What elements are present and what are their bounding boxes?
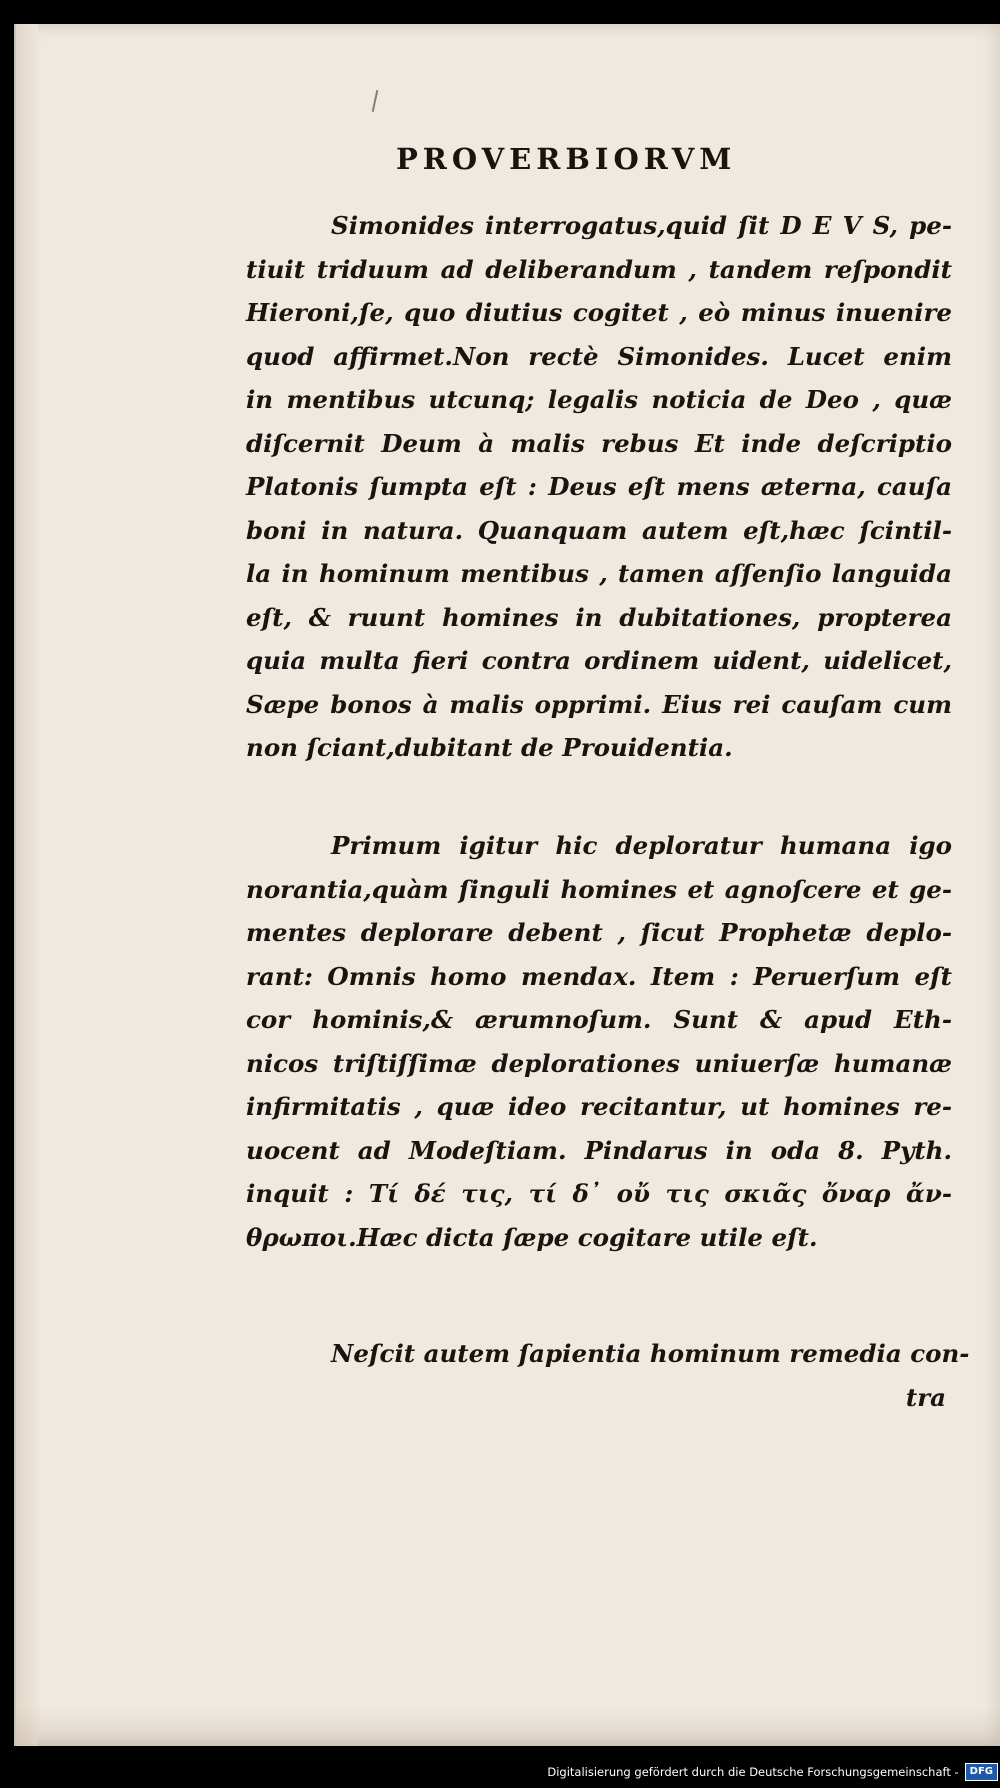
book-page	[14, 24, 1000, 1746]
text-line: θρωποι.Hæc dicta ſæpe cogitare utile eſt.	[246, 1222, 818, 1252]
text-line: Simonides interrogatus,quid ſit D E V S, pe-	[331, 211, 952, 240]
text-line: norantia,quàm ſinguli homines et agnoſcere et ge-	[246, 874, 952, 904]
running-head: PROVERBIORVM	[396, 142, 737, 176]
text-line: Sæpe bonos à malis opprimi. Eius rei cauſam cum	[246, 689, 952, 719]
text-line: quia multa fieri contra ordinem uident, uidelicet,	[246, 646, 952, 675]
catchword: tra	[905, 1382, 946, 1412]
dfg-logo: DFG	[965, 1763, 998, 1781]
text-line: la in hominum mentibus , tamen aſſenſio languida	[246, 559, 952, 588]
page-gutter-edge	[16, 24, 38, 1746]
text-line: diſcernit Deum à malis rebus Et inde deſcriptio	[246, 428, 952, 458]
text-line: in mentibus utcunq; legalis noticia de Deo , quæ	[246, 385, 952, 414]
paragraph-nescit	[246, 1332, 970, 1419]
greek-quotation-line: inquit : Τί δέ τις, τί δ᾽ οὔ τις σκιᾶς ὄναρ ἄν-	[246, 1179, 952, 1208]
text-line: mentes deplorare debent , ſicut Prophetæ deplo-	[246, 918, 952, 947]
text-line: boni in natura. Quanquam autem eſt,hæc ſcintil-	[246, 515, 952, 545]
digitization-credit	[547, 1760, 998, 1784]
text-line: quod affirmet.Non rectè Simonides. Lucet enim	[246, 341, 952, 371]
text-line: cor hominis,& ærumnoſum. Sunt & apud Eth-	[246, 1005, 952, 1034]
ink-mark	[372, 90, 379, 112]
paragraph-primum	[246, 824, 952, 1259]
text-line: tiuit triduum ad deliberandum , tandem reſpondit	[246, 254, 952, 284]
text-line: uocent ad Modeſtiam. Pindarus in oda 8. Pyth.	[246, 1135, 952, 1165]
paragraph-simonides	[246, 204, 952, 770]
text-line: Platonis ſumpta eſt : Deus eſt mens æterna, cauſa	[246, 472, 952, 501]
credit-text: Digitalisierung gefördert durch die Deutsche Forschungsgemeinschaft -	[547, 1765, 959, 1779]
text-line: nicos triſtiſſimæ deplorationes uniuerſæ humanæ	[246, 1048, 952, 1078]
text-line: Primum igitur hic deploratur humana igo	[331, 831, 952, 860]
text-line: eſt, & ruunt homines in dubitationes, propterea	[246, 602, 952, 632]
page-bottom-shadow	[16, 1706, 1000, 1746]
text-line: Hieroni,ſe, quo diutius cogitet , eò minus inuenire	[246, 298, 952, 327]
text-line: rant: Omnis homo mendax. Item : Peruerſum eſt	[246, 961, 952, 991]
text-line: infirmitatis , quæ ideo recitantur, ut homines re-	[246, 1092, 952, 1121]
text-line: Neſcit autem ſapientia hominum remedia con-	[331, 1339, 970, 1368]
text-line: non ſciant,dubitant de Prouidentia.	[246, 733, 733, 762]
